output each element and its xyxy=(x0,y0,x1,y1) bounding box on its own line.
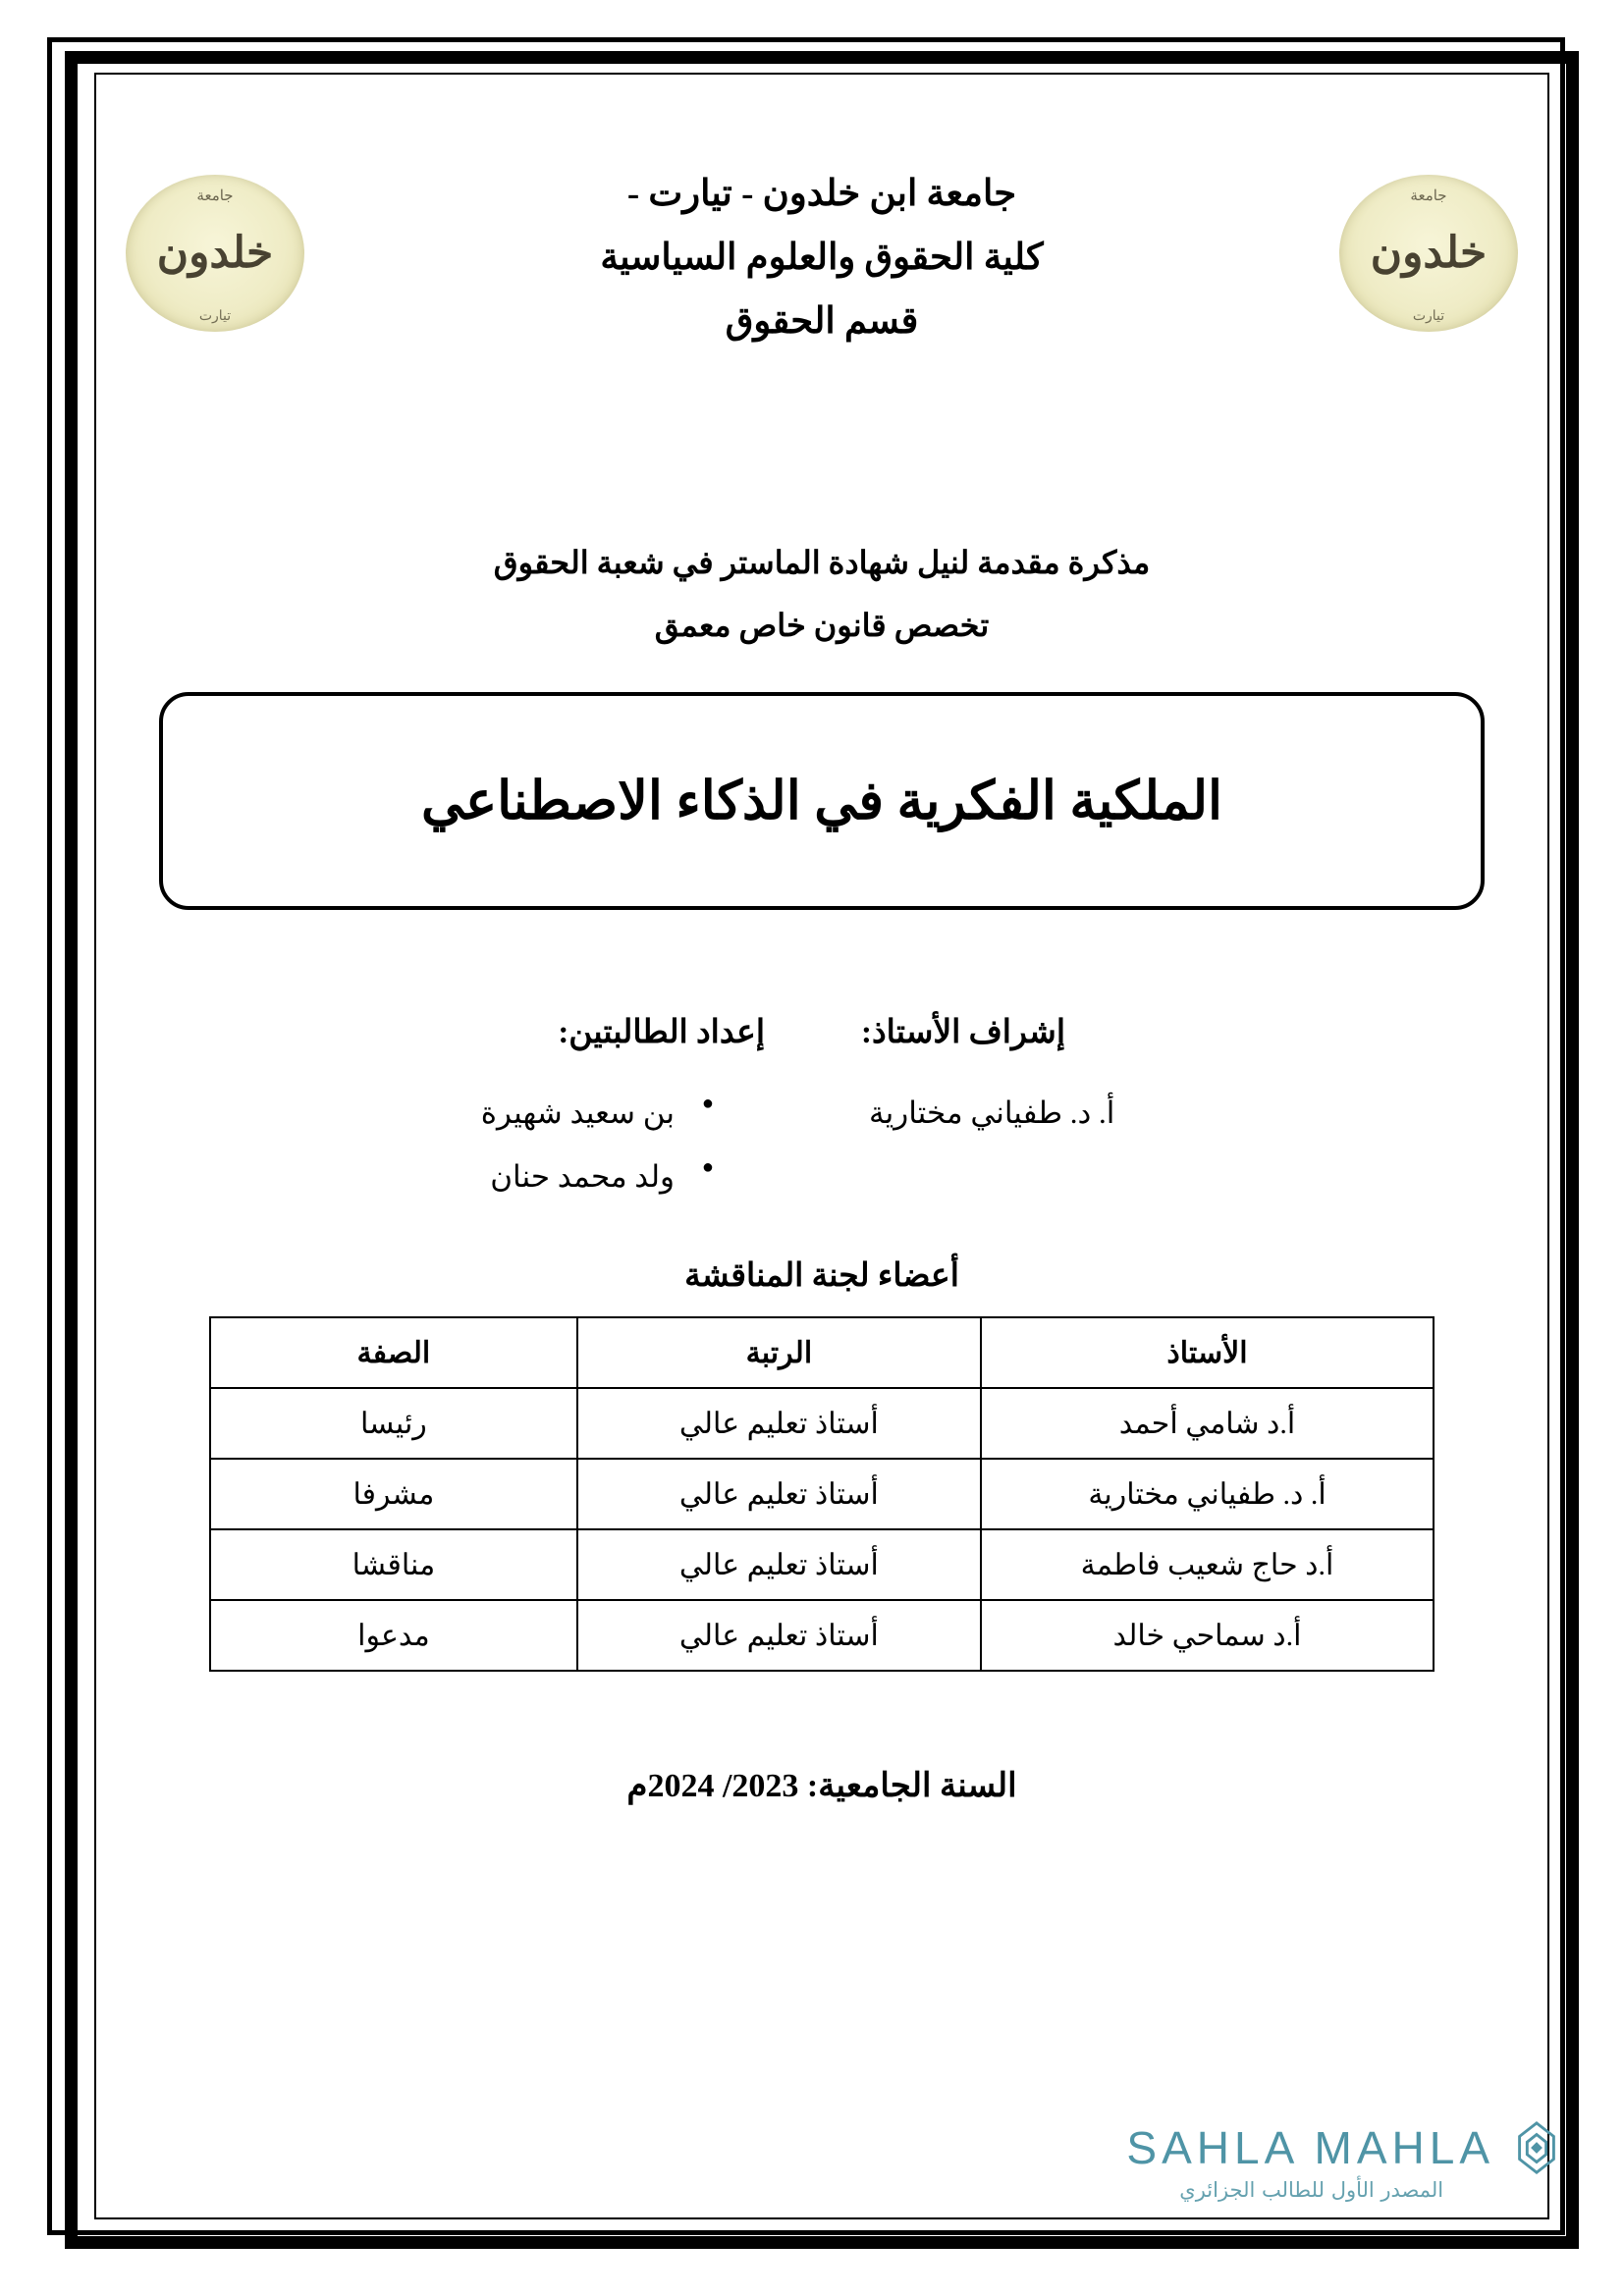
committee-heading: أعضاء لجنة المناقشة xyxy=(684,1258,959,1295)
university-logo-right-icon xyxy=(1339,175,1518,332)
table-row xyxy=(210,1388,1434,1459)
cell-rank: أستاذ تعليم عالي xyxy=(577,1600,981,1671)
degree-line-primary: مذكرة مقدمة لنيل شهادة الماستر في شعبة الحقوق xyxy=(493,545,1151,580)
seal-bottom-text: تيارت xyxy=(198,308,232,324)
cell-professor: أ.د حاج شعيب فاطمة xyxy=(981,1529,1434,1600)
cell-role: مدعوا xyxy=(210,1600,577,1671)
watermark-tagline: المصدر الأول للطالب الجزائري xyxy=(1179,2178,1444,2202)
page-title: الملكية الفكرية في الذكاء الاصطناعي xyxy=(420,771,1223,830)
table-header-row xyxy=(210,1317,1434,1388)
list-item: ● ولد محمد حنان xyxy=(134,1145,804,1208)
cell-professor: أ.د شامي أحمد xyxy=(981,1388,1434,1459)
column-header-role: الصفة xyxy=(210,1317,577,1388)
university-logo-left-icon xyxy=(126,175,304,332)
cell-rank: أستاذ تعليم عالي xyxy=(577,1388,981,1459)
table-row xyxy=(210,1459,1434,1529)
students-list xyxy=(134,1081,804,1208)
table-row xyxy=(210,1600,1434,1671)
students-heading: إعداد الطالبتين: xyxy=(558,1015,765,1050)
institution-line-faculty: كلية الحقوق والعلوم السياسية xyxy=(600,237,1044,278)
academic-year: السنة الجامعية: 2023/ 2024م xyxy=(626,1768,1017,1805)
cell-professor: أ.د سماحي خالد xyxy=(981,1600,1434,1671)
cell-role: مناقشا xyxy=(210,1529,577,1600)
students-block xyxy=(134,1012,822,1208)
seal-bottom-text: تيارت xyxy=(1412,308,1445,324)
institution-line-university: جامعة ابن خلدون - تيارت - xyxy=(626,174,1017,214)
committee-table xyxy=(209,1316,1435,1672)
cell-role: مشرفا xyxy=(210,1459,577,1529)
page-content xyxy=(108,94,1536,2202)
institution-line-department: قسم الحقوق xyxy=(725,300,919,342)
seal-calligraphy: خلدون xyxy=(1370,228,1488,279)
supervisor-name: أ. د. طفياني مختارية xyxy=(869,1095,1115,1130)
column-header-rank: الرتبة xyxy=(577,1317,981,1388)
cell-role: رئيسا xyxy=(210,1388,577,1459)
seal-top-text: جامعة xyxy=(1410,187,1447,204)
cell-rank: أستاذ تعليم عالي xyxy=(577,1459,981,1529)
column-header-professor: الأستاذ xyxy=(981,1317,1434,1388)
seal-top-text: جامعة xyxy=(196,187,234,204)
list-item: ● بن سعيد شهيرة xyxy=(134,1081,804,1145)
thesis-title-box xyxy=(159,692,1485,910)
seal-calligraphy: خلدون xyxy=(156,228,274,279)
institution-heading xyxy=(314,163,1329,353)
table-row xyxy=(210,1529,1434,1600)
cell-rank: أستاذ تعليم عالي xyxy=(577,1529,981,1600)
header-block xyxy=(108,163,1536,399)
watermark-brand: SAHLA MAHLA xyxy=(1126,2122,1494,2173)
degree-line-specialty: تخصص قانون خاص معمق xyxy=(654,608,990,643)
degree-statement xyxy=(108,531,1536,657)
supervisor-heading: إشراف الأستاذ: xyxy=(861,1015,1065,1050)
cell-professor: أ. د. طفياني مختارية xyxy=(981,1459,1434,1529)
authors-and-supervisor xyxy=(108,1012,1536,1208)
supervisor-block xyxy=(822,1012,1510,1208)
